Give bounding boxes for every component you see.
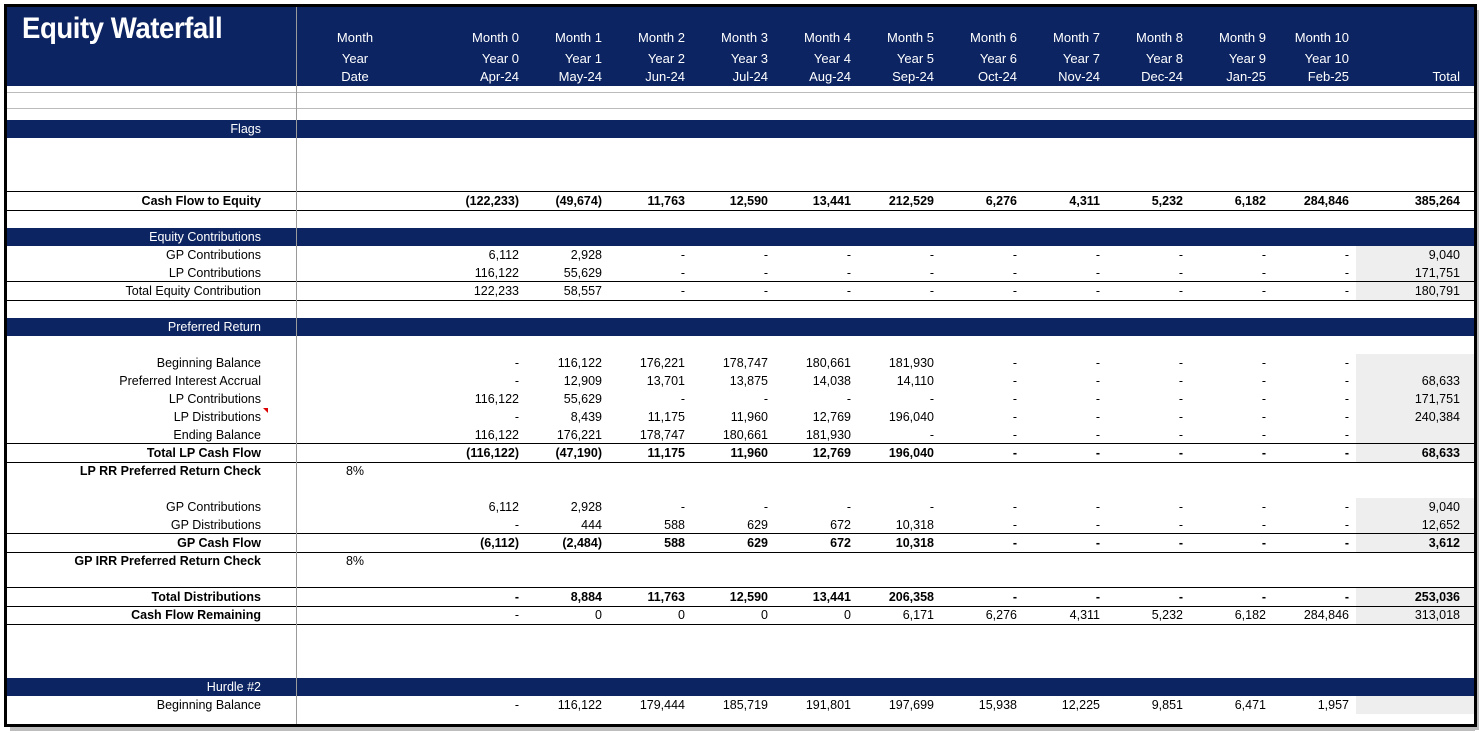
- cell: -: [1012, 356, 1017, 370]
- cell: -: [1344, 518, 1349, 532]
- cell: 672: [830, 536, 851, 550]
- header-year-6: Year 6: [979, 51, 1017, 66]
- cell: -: [929, 500, 934, 514]
- cell: 10,318: [895, 536, 934, 550]
- cell: 1,957: [1317, 698, 1349, 712]
- cell: -: [1095, 518, 1100, 532]
- cell: -: [1344, 356, 1349, 370]
- total-cell: 9,040: [1428, 248, 1460, 262]
- cell: -: [1178, 428, 1183, 442]
- header-month-2: Month 2: [638, 30, 685, 45]
- cell: -: [1012, 446, 1017, 460]
- cell: 11,960: [730, 410, 768, 424]
- cell: -: [1178, 500, 1183, 514]
- row-label: GP Cash Flow: [177, 536, 261, 550]
- header-year-10: Year 10: [1304, 51, 1349, 66]
- cell: 588: [664, 518, 685, 532]
- cell: -: [1344, 410, 1349, 424]
- cell: -: [1261, 590, 1266, 604]
- header-date-0: Apr-24: [479, 69, 519, 84]
- cell: -: [1261, 266, 1266, 280]
- cell: 13,875: [729, 374, 768, 388]
- cell: 11,175: [647, 410, 685, 424]
- cell: 6,182: [1234, 608, 1266, 622]
- cell: 15,938: [978, 698, 1017, 712]
- cell: -: [763, 500, 768, 514]
- cell: 176,221: [556, 428, 602, 442]
- cell: 4,311: [1069, 194, 1100, 208]
- total-cell: 180,791: [1414, 284, 1460, 298]
- cell: -: [514, 410, 519, 424]
- section-header-hurdle2: [7, 678, 1474, 696]
- cell: -: [1095, 410, 1100, 424]
- row-label: Total Distributions: [151, 590, 261, 604]
- header-month-row: [7, 30, 1474, 48]
- cell: 12,769: [812, 446, 851, 460]
- cell: -: [1344, 248, 1349, 262]
- cell: -: [1261, 392, 1266, 406]
- section-header-equity-contributions: [7, 228, 1474, 246]
- row-label: LP Contributions: [168, 266, 261, 280]
- header-total: Total: [1432, 69, 1460, 84]
- cell: (116,122): [466, 446, 519, 460]
- row-label: Beginning Balance: [156, 698, 261, 712]
- row-lp-rr-check: [7, 462, 1474, 480]
- cell: (49,674): [555, 194, 602, 208]
- cell: 6,276: [985, 194, 1017, 208]
- cell: 8,439: [570, 410, 602, 424]
- cell: 206,358: [888, 590, 934, 604]
- grid-line: [7, 108, 1474, 109]
- cell: -: [1344, 266, 1349, 280]
- cell: 196,040: [888, 446, 934, 460]
- row-label: Cash Flow to Equity: [141, 194, 261, 208]
- cell: 2,928: [570, 500, 602, 514]
- cell: 6,112: [488, 248, 519, 262]
- cell: -: [1012, 590, 1017, 604]
- header-date-label: Date: [341, 69, 369, 84]
- row-gp-contributions: [7, 246, 1474, 264]
- border-line: [7, 210, 1474, 211]
- header-date-7: Nov-24: [1058, 69, 1100, 84]
- cell: -: [1344, 536, 1349, 550]
- cell: -: [1178, 518, 1183, 532]
- cell: 0: [595, 608, 602, 622]
- row-label: Ending Balance: [173, 428, 261, 442]
- cell: 0: [761, 608, 768, 622]
- header-year-9: Year 9: [1228, 51, 1266, 66]
- section-label: Preferred Return: [167, 320, 261, 334]
- header-month-3: Month 3: [721, 30, 768, 45]
- row-label: Cash Flow Remaining: [131, 608, 261, 622]
- cell: -: [1012, 392, 1017, 406]
- row-ending-balance: [7, 426, 1474, 444]
- total-cell: 68,633: [1421, 374, 1460, 388]
- cell: -: [846, 266, 851, 280]
- header-year-3: Year 3: [730, 51, 768, 66]
- total-cell: 3,612: [1428, 536, 1460, 550]
- header-band: [7, 7, 1474, 86]
- cell: -: [1261, 248, 1266, 262]
- header-year-5: Year 5: [896, 51, 934, 66]
- cell: -: [680, 392, 685, 406]
- cell: -: [1012, 266, 1017, 280]
- cell: 13,441: [812, 194, 851, 208]
- cell: -: [1095, 284, 1100, 298]
- header-year-8: Year 8: [1145, 51, 1183, 66]
- cell: 116,122: [557, 698, 602, 712]
- cell: -: [1344, 392, 1349, 406]
- cell: 10,318: [895, 518, 934, 532]
- header-month-5: Month 5: [887, 30, 934, 45]
- cell: -: [1261, 428, 1266, 442]
- cell: -: [680, 284, 685, 298]
- cell: 13,441: [812, 590, 851, 604]
- total-cell: 68,633: [1421, 446, 1460, 460]
- row-pr-lp-contributions: [7, 390, 1474, 408]
- cell: -: [1344, 500, 1349, 514]
- cell: -: [929, 428, 934, 442]
- cell: -: [1344, 590, 1349, 604]
- header-date-6: Oct-24: [977, 69, 1017, 84]
- cell: 116,122: [557, 356, 602, 370]
- cell: -: [1178, 446, 1183, 460]
- header-date-10: Feb-25: [1307, 69, 1349, 84]
- section-label: Flags: [230, 122, 261, 136]
- cell: 178,747: [639, 428, 685, 442]
- cell: -: [1012, 410, 1017, 424]
- cell: -: [680, 248, 685, 262]
- rate-value: 8%: [345, 464, 365, 478]
- total-cell: 12,652: [1421, 518, 1460, 532]
- cell: 4,311: [1069, 608, 1100, 622]
- cell: -: [1178, 590, 1183, 604]
- border-line: [7, 300, 1474, 301]
- cell: -: [1095, 446, 1100, 460]
- total-cell: 253,036: [1414, 590, 1460, 604]
- cell: 197,699: [888, 698, 934, 712]
- header-month-9: Month 9: [1219, 30, 1266, 45]
- cell: -: [514, 590, 519, 604]
- cell: -: [846, 248, 851, 262]
- row-label: Total LP Cash Flow: [146, 446, 261, 460]
- header-date-4: Aug-24: [809, 69, 851, 84]
- cell: -: [1095, 500, 1100, 514]
- cell: 185,719: [722, 698, 768, 712]
- cell: 176,221: [639, 356, 685, 370]
- header-year-row: [7, 51, 1474, 69]
- section-header-flags: [7, 120, 1474, 138]
- cell: -: [1012, 518, 1017, 532]
- cell: 588: [664, 536, 685, 550]
- header-month-label: Month: [336, 30, 374, 45]
- cell: -: [1095, 266, 1100, 280]
- cell: -: [1261, 536, 1266, 550]
- cell: -: [1012, 536, 1017, 550]
- cell: 179,444: [639, 698, 685, 712]
- row-label: GP IRR Preferred Return Check: [74, 554, 261, 568]
- cell: 2,928: [570, 248, 602, 262]
- rate-value: 8%: [345, 554, 365, 568]
- cell: -: [1344, 284, 1349, 298]
- cell: 629: [747, 536, 768, 550]
- total-cell: 171,751: [1414, 392, 1460, 406]
- row-label: Total Equity Contribution: [125, 284, 261, 298]
- cell: -: [846, 284, 851, 298]
- cell: -: [1344, 428, 1349, 442]
- cell: -: [1178, 392, 1183, 406]
- cell: -: [1095, 536, 1100, 550]
- cell: 0: [844, 608, 851, 622]
- header-year-7: Year 7: [1062, 51, 1100, 66]
- cell: 444: [581, 518, 602, 532]
- cell: -: [1178, 356, 1183, 370]
- header-month-8: Month 8: [1136, 30, 1183, 45]
- cell: 14,038: [812, 374, 851, 388]
- cell: 116,122: [474, 428, 519, 442]
- header-year-4: Year 4: [813, 51, 851, 66]
- cell: -: [1261, 374, 1266, 388]
- header-month-4: Month 4: [804, 30, 851, 45]
- header-date-8: Dec-24: [1141, 69, 1183, 84]
- cell: -: [1178, 374, 1183, 388]
- row-label: Preferred Interest Accrual: [119, 374, 261, 388]
- cell: 11,175: [647, 446, 685, 460]
- header-month-10: Month 10: [1294, 30, 1349, 45]
- header-year-2: Year 2: [647, 51, 685, 66]
- cell: 116,122: [474, 392, 519, 406]
- cell: 191,801: [805, 698, 851, 712]
- cell: -: [1178, 410, 1183, 424]
- cell: -: [1178, 248, 1183, 262]
- cell: 8,884: [570, 590, 602, 604]
- cell: -: [763, 284, 768, 298]
- cell: -: [1261, 356, 1266, 370]
- cell: (47,190): [555, 446, 602, 460]
- cell: 629: [747, 518, 768, 532]
- cell: (122,233): [465, 194, 519, 208]
- row-gp-irr-check: [7, 552, 1474, 570]
- row-label: GP Contributions: [166, 500, 261, 514]
- row-label: Beginning Balance: [156, 356, 261, 370]
- cell: 284,846: [1303, 608, 1349, 622]
- cell: -: [1261, 410, 1266, 424]
- cell: 181,930: [805, 428, 851, 442]
- cell: -: [514, 356, 519, 370]
- header-year-0: Year 0: [481, 51, 519, 66]
- cell: -: [680, 500, 685, 514]
- total-cell: 9,040: [1428, 500, 1460, 514]
- cell: -: [1095, 590, 1100, 604]
- cell: 12,590: [729, 590, 768, 604]
- cell: -: [929, 266, 934, 280]
- row-gp-cash-flow: [7, 534, 1474, 552]
- row-beginning-balance: [7, 354, 1474, 372]
- cell: -: [514, 374, 519, 388]
- cell: -: [1178, 284, 1183, 298]
- cell: -: [1095, 428, 1100, 442]
- header-month-0: Month 0: [472, 30, 519, 45]
- cell: 6,276: [985, 608, 1017, 622]
- cell: 55,629: [563, 392, 602, 406]
- header-year-label: Year: [341, 51, 369, 66]
- cell: 5,232: [1151, 194, 1183, 208]
- grid-line: [7, 92, 1474, 93]
- cell: 11,763: [647, 194, 685, 208]
- cell: 5,232: [1151, 608, 1183, 622]
- comment-indicator-icon[interactable]: [263, 408, 268, 413]
- cell: 11,960: [730, 446, 768, 460]
- row-h2-beginning-balance: [7, 696, 1474, 714]
- spreadsheet-frame: [4, 4, 1477, 727]
- cell: -: [1012, 284, 1017, 298]
- cell: 12,225: [1061, 698, 1100, 712]
- cell: -: [514, 698, 519, 712]
- header-date-2: Jun-24: [645, 69, 685, 84]
- cell: 6,182: [1234, 194, 1266, 208]
- cell: 12,769: [812, 410, 851, 424]
- cell: -: [1095, 356, 1100, 370]
- row-total-lp-cash-flow: [7, 444, 1474, 462]
- border-line: [7, 624, 1474, 625]
- cell: (2,484): [562, 536, 602, 550]
- cell: 178,747: [722, 356, 768, 370]
- cell: -: [514, 608, 519, 622]
- cell: -: [846, 500, 851, 514]
- row-total-distributions: [7, 588, 1474, 606]
- total-cell: 240,384: [1414, 410, 1460, 424]
- header-date-1: May-24: [558, 69, 602, 84]
- cell: -: [1178, 536, 1183, 550]
- cell: -: [514, 518, 519, 532]
- column-divider: [296, 7, 297, 724]
- cell: -: [1012, 500, 1017, 514]
- row-label: LP Contributions: [168, 392, 261, 406]
- cell: 116,122: [474, 266, 519, 280]
- cell: -: [1261, 284, 1266, 298]
- cell: -: [1095, 374, 1100, 388]
- cell: 6,112: [488, 500, 519, 514]
- cell: 196,040: [888, 410, 934, 424]
- cell: 181,930: [888, 356, 934, 370]
- section-header-preferred-return: [7, 318, 1474, 336]
- cell: 122,233: [473, 284, 519, 298]
- cell: 11,763: [647, 590, 685, 604]
- cell: -: [929, 248, 934, 262]
- cell: 6,471: [1234, 698, 1266, 712]
- cell: -: [1178, 266, 1183, 280]
- cell: 12,909: [563, 374, 602, 388]
- cell: -: [1095, 392, 1100, 406]
- cell: -: [1012, 248, 1017, 262]
- row-label: GP Contributions: [166, 248, 261, 262]
- cell: -: [763, 266, 768, 280]
- cell: 284,846: [1303, 194, 1349, 208]
- header-date-row: [7, 69, 1474, 87]
- cell: 14,110: [896, 374, 934, 388]
- section-label: Hurdle #2: [206, 680, 261, 694]
- cell: -: [1012, 428, 1017, 442]
- row-preferred-interest-accrual: [7, 372, 1474, 390]
- header-date-5: Sep-24: [892, 69, 934, 84]
- cell: 180,661: [722, 428, 768, 442]
- cell: -: [763, 392, 768, 406]
- row-pr-gp-contributions: [7, 498, 1474, 516]
- total-cell: 385,264: [1414, 194, 1460, 208]
- cell: 180,661: [805, 356, 851, 370]
- row-gp-distributions: [7, 516, 1474, 534]
- row-label: LP RR Preferred Return Check: [79, 464, 261, 478]
- cell: -: [680, 266, 685, 280]
- cell: -: [929, 392, 934, 406]
- cell: 55,629: [563, 266, 602, 280]
- row-cash-flow-remaining: [7, 606, 1474, 624]
- cell: -: [1095, 248, 1100, 262]
- cell: -: [1012, 374, 1017, 388]
- cell: 212,529: [888, 194, 934, 208]
- row-total-equity-contribution: [7, 282, 1474, 300]
- row-label: LP Distributions: [173, 410, 261, 424]
- row-label: GP Distributions: [170, 518, 261, 532]
- cell: -: [1261, 518, 1266, 532]
- cell: -: [1344, 374, 1349, 388]
- cell: 9,851: [1151, 698, 1183, 712]
- total-cell: 313,018: [1414, 608, 1460, 622]
- header-year-1: Year 1: [564, 51, 602, 66]
- cell: -: [929, 284, 934, 298]
- header-date-3: Jul-24: [732, 69, 768, 84]
- cell: -: [763, 248, 768, 262]
- cell: 6,171: [902, 608, 934, 622]
- cell: (6,112): [480, 536, 519, 550]
- row-lp-distributions: [7, 408, 1474, 426]
- cell: -: [1261, 500, 1266, 514]
- cell: 58,557: [563, 284, 602, 298]
- cell: 12,590: [729, 194, 768, 208]
- cell: -: [1344, 446, 1349, 460]
- total-cell: 171,751: [1414, 266, 1460, 280]
- cell: -: [1261, 446, 1266, 460]
- cell: 0: [678, 608, 685, 622]
- header-date-9: Jan-25: [1226, 69, 1266, 84]
- cell: 672: [830, 518, 851, 532]
- header-month-7: Month 7: [1053, 30, 1100, 45]
- row-lp-contributions: [7, 264, 1474, 282]
- section-label: Equity Contributions: [149, 230, 261, 244]
- cell: 13,701: [646, 374, 685, 388]
- cell: -: [846, 392, 851, 406]
- row-cash-flow-to-equity: [7, 192, 1474, 210]
- header-month-1: Month 1: [555, 30, 602, 45]
- header-month-6: Month 6: [970, 30, 1017, 45]
- page-title: Equity Waterfall: [22, 12, 223, 45]
